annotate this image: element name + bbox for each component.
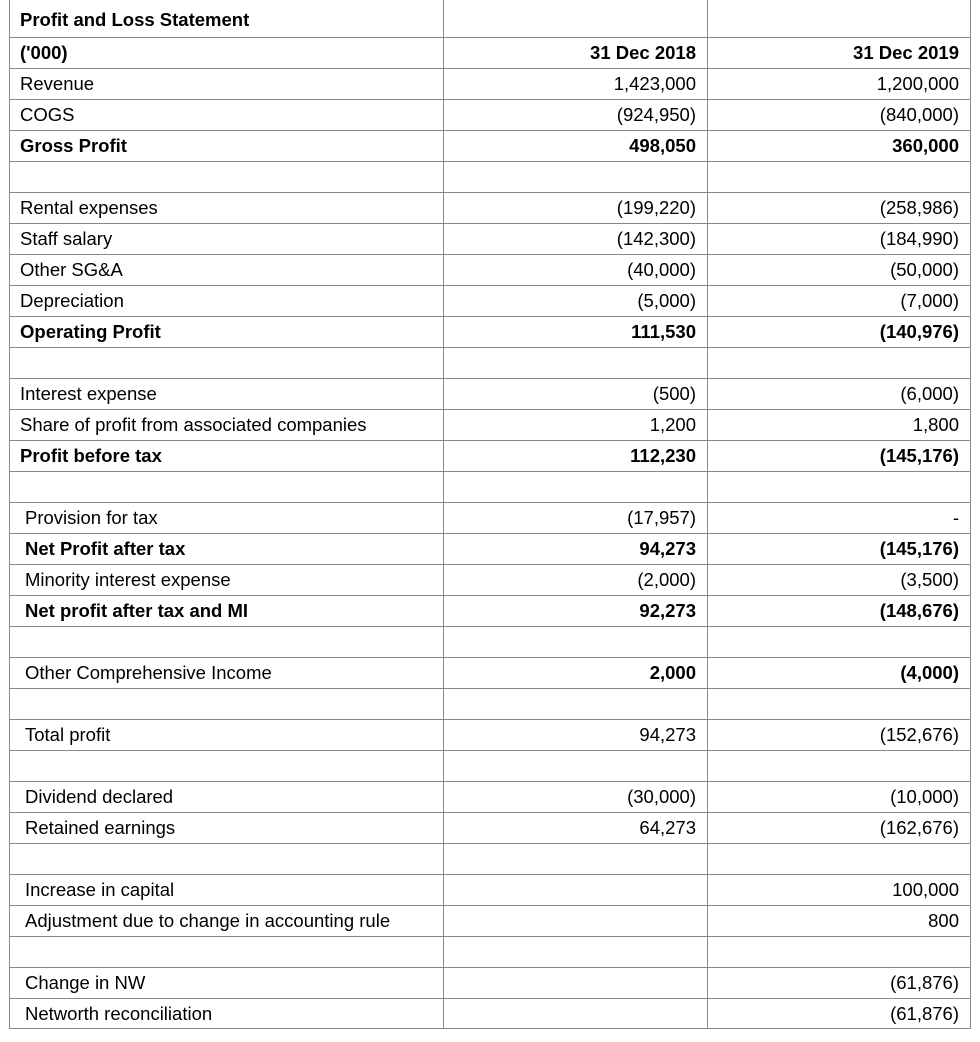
table-row — [9, 285, 971, 316]
table-row — [9, 998, 971, 1029]
table-row — [9, 688, 971, 719]
value-cell-2019[interactable]: 100,000 — [708, 875, 971, 905]
value-cell-2018[interactable]: 2,000 — [444, 658, 708, 688]
value-cell-2018[interactable]: (924,950) — [444, 100, 708, 130]
value-cell-2018[interactable] — [444, 162, 708, 192]
row-label-cell[interactable]: Net Profit after tax — [9, 534, 444, 564]
value-cell-2018[interactable]: 31 Dec 2018 — [444, 38, 708, 68]
value-cell-2018[interactable]: (142,300) — [444, 224, 708, 254]
table-row — [9, 905, 971, 936]
row-label-cell[interactable]: Minority interest expense — [9, 565, 444, 595]
value-cell-2019[interactable]: (61,876) — [708, 999, 971, 1028]
table-row — [9, 936, 971, 967]
value-cell-2018[interactable]: (500) — [444, 379, 708, 409]
title-cell-2019[interactable] — [708, 0, 971, 37]
row-label-cell[interactable]: Profit before tax — [9, 441, 444, 471]
value-cell-2019[interactable] — [708, 844, 971, 874]
table-row — [9, 471, 971, 502]
value-cell-2019[interactable]: (145,176) — [708, 441, 971, 471]
row-label-cell[interactable]: Staff salary — [9, 224, 444, 254]
row-label-cell[interactable]: Revenue — [9, 69, 444, 99]
value-cell-2019[interactable]: (258,986) — [708, 193, 971, 223]
value-cell-2019[interactable]: 1,800 — [708, 410, 971, 440]
value-cell-2018[interactable] — [444, 968, 708, 998]
value-cell-2018[interactable] — [444, 937, 708, 967]
value-cell-2019[interactable]: (50,000) — [708, 255, 971, 285]
table-row — [9, 750, 971, 781]
value-cell-2018[interactable]: 111,530 — [444, 317, 708, 347]
table-body — [9, 37, 971, 1029]
table-row — [9, 812, 971, 843]
value-cell-2019[interactable]: (162,676) — [708, 813, 971, 843]
value-cell-2018[interactable] — [444, 751, 708, 781]
value-cell-2019[interactable]: - — [708, 503, 971, 533]
value-cell-2018[interactable]: (17,957) — [444, 503, 708, 533]
table-row — [9, 316, 971, 347]
row-label-cell[interactable] — [9, 627, 444, 657]
value-cell-2018[interactable]: 1,423,000 — [444, 69, 708, 99]
row-label-cell[interactable]: COGS — [9, 100, 444, 130]
value-cell-2019[interactable] — [708, 751, 971, 781]
table-row — [9, 347, 971, 378]
row-label-cell[interactable]: Operating Profit — [9, 317, 444, 347]
table-row — [9, 502, 971, 533]
value-cell-2019[interactable]: (6,000) — [708, 379, 971, 409]
statement-title[interactable]: Profit and Loss Statement — [9, 0, 444, 37]
table-row — [9, 719, 971, 750]
value-cell-2019[interactable]: (10,000) — [708, 782, 971, 812]
value-cell-2019[interactable]: (148,676) — [708, 596, 971, 626]
value-cell-2019[interactable]: 360,000 — [708, 131, 971, 161]
row-label-cell[interactable] — [9, 844, 444, 874]
value-cell-2018[interactable]: (40,000) — [444, 255, 708, 285]
row-label-cell[interactable]: Provision for tax — [9, 503, 444, 533]
table-row — [9, 254, 971, 285]
value-cell-2018[interactable] — [444, 844, 708, 874]
value-cell-2019[interactable]: (840,000) — [708, 100, 971, 130]
row-label-cell[interactable]: Interest expense — [9, 379, 444, 409]
table-row — [9, 564, 971, 595]
value-cell-2019[interactable]: 1,200,000 — [708, 69, 971, 99]
value-cell-2018[interactable]: (199,220) — [444, 193, 708, 223]
value-cell-2019[interactable] — [708, 472, 971, 502]
value-cell-2018[interactable] — [444, 999, 708, 1028]
table-row — [9, 409, 971, 440]
table-row — [9, 130, 971, 161]
value-cell-2019[interactable]: (7,000) — [708, 286, 971, 316]
row-label-cell[interactable] — [9, 689, 444, 719]
row-label-cell[interactable]: Adjustment due to change in accounting rule — [9, 906, 444, 936]
value-cell-2018[interactable]: 94,273 — [444, 720, 708, 750]
value-cell-2019[interactable]: (145,176) — [708, 534, 971, 564]
value-cell-2019[interactable] — [708, 627, 971, 657]
table-row — [9, 595, 971, 626]
pnl-sheet — [9, 0, 971, 1029]
table-row — [9, 657, 971, 688]
value-cell-2018[interactable] — [444, 906, 708, 936]
row-label-cell[interactable]: Retained earnings — [9, 813, 444, 843]
value-cell-2018[interactable] — [444, 689, 708, 719]
value-cell-2019[interactable]: (152,676) — [708, 720, 971, 750]
value-cell-2019[interactable]: (184,990) — [708, 224, 971, 254]
row-label-cell[interactable]: Total profit — [9, 720, 444, 750]
table-row — [9, 781, 971, 812]
table-row — [9, 440, 971, 471]
row-label-cell[interactable] — [9, 348, 444, 378]
table-row — [9, 37, 971, 68]
value-cell-2018[interactable]: 64,273 — [444, 813, 708, 843]
row-label-cell[interactable]: ('000) — [9, 38, 444, 68]
row-label-cell[interactable]: Networth reconciliation — [9, 999, 444, 1028]
value-cell-2018[interactable]: 1,200 — [444, 410, 708, 440]
value-cell-2018[interactable] — [444, 627, 708, 657]
row-label-cell[interactable] — [9, 751, 444, 781]
value-cell-2019[interactable]: (61,876) — [708, 968, 971, 998]
value-cell-2018[interactable]: 94,273 — [444, 534, 708, 564]
row-label-cell[interactable]: Depreciation — [9, 286, 444, 316]
value-cell-2018[interactable]: 92,273 — [444, 596, 708, 626]
table-row — [9, 874, 971, 905]
value-cell-2018[interactable] — [444, 875, 708, 905]
value-cell-2019[interactable] — [708, 689, 971, 719]
row-label-cell[interactable]: Net profit after tax and MI — [9, 596, 444, 626]
value-cell-2018[interactable]: (5,000) — [444, 286, 708, 316]
table-row — [9, 223, 971, 254]
table-row — [9, 161, 971, 192]
value-cell-2018[interactable]: 112,230 — [444, 441, 708, 471]
value-cell-2019[interactable]: (4,000) — [708, 658, 971, 688]
value-cell-2019[interactable] — [708, 348, 971, 378]
value-cell-2018[interactable] — [444, 472, 708, 502]
row-label-cell[interactable]: Dividend declared — [9, 782, 444, 812]
row-label-cell[interactable] — [9, 162, 444, 192]
row-label-cell[interactable]: Share of profit from associated companies — [9, 410, 444, 440]
row-label-cell[interactable] — [9, 937, 444, 967]
table-row — [9, 626, 971, 657]
table-row — [9, 192, 971, 223]
value-cell-2018[interactable] — [444, 348, 708, 378]
row-label-cell[interactable]: Other SG&A — [9, 255, 444, 285]
row-label-cell[interactable]: Increase in capital — [9, 875, 444, 905]
table-row — [9, 843, 971, 874]
value-cell-2019[interactable]: (3,500) — [708, 565, 971, 595]
value-cell-2018[interactable]: (2,000) — [444, 565, 708, 595]
value-cell-2019[interactable] — [708, 162, 971, 192]
title-cell-2018[interactable] — [444, 0, 708, 37]
title-row — [9, 0, 971, 37]
row-label-cell[interactable] — [9, 472, 444, 502]
row-label-cell[interactable]: Other Comprehensive Income — [9, 658, 444, 688]
value-cell-2019[interactable]: (140,976) — [708, 317, 971, 347]
value-cell-2018[interactable]: (30,000) — [444, 782, 708, 812]
value-cell-2019[interactable]: 800 — [708, 906, 971, 936]
table-row — [9, 967, 971, 998]
row-label-cell[interactable]: Change in NW — [9, 968, 444, 998]
table-row — [9, 378, 971, 409]
row-label-cell[interactable]: Gross Profit — [9, 131, 444, 161]
table-row — [9, 99, 971, 130]
value-cell-2019[interactable]: 31 Dec 2019 — [708, 38, 971, 68]
row-label-cell[interactable]: Rental expenses — [9, 193, 444, 223]
value-cell-2019[interactable] — [708, 937, 971, 967]
table-row — [9, 533, 971, 564]
table-row — [9, 68, 971, 99]
value-cell-2018[interactable]: 498,050 — [444, 131, 708, 161]
